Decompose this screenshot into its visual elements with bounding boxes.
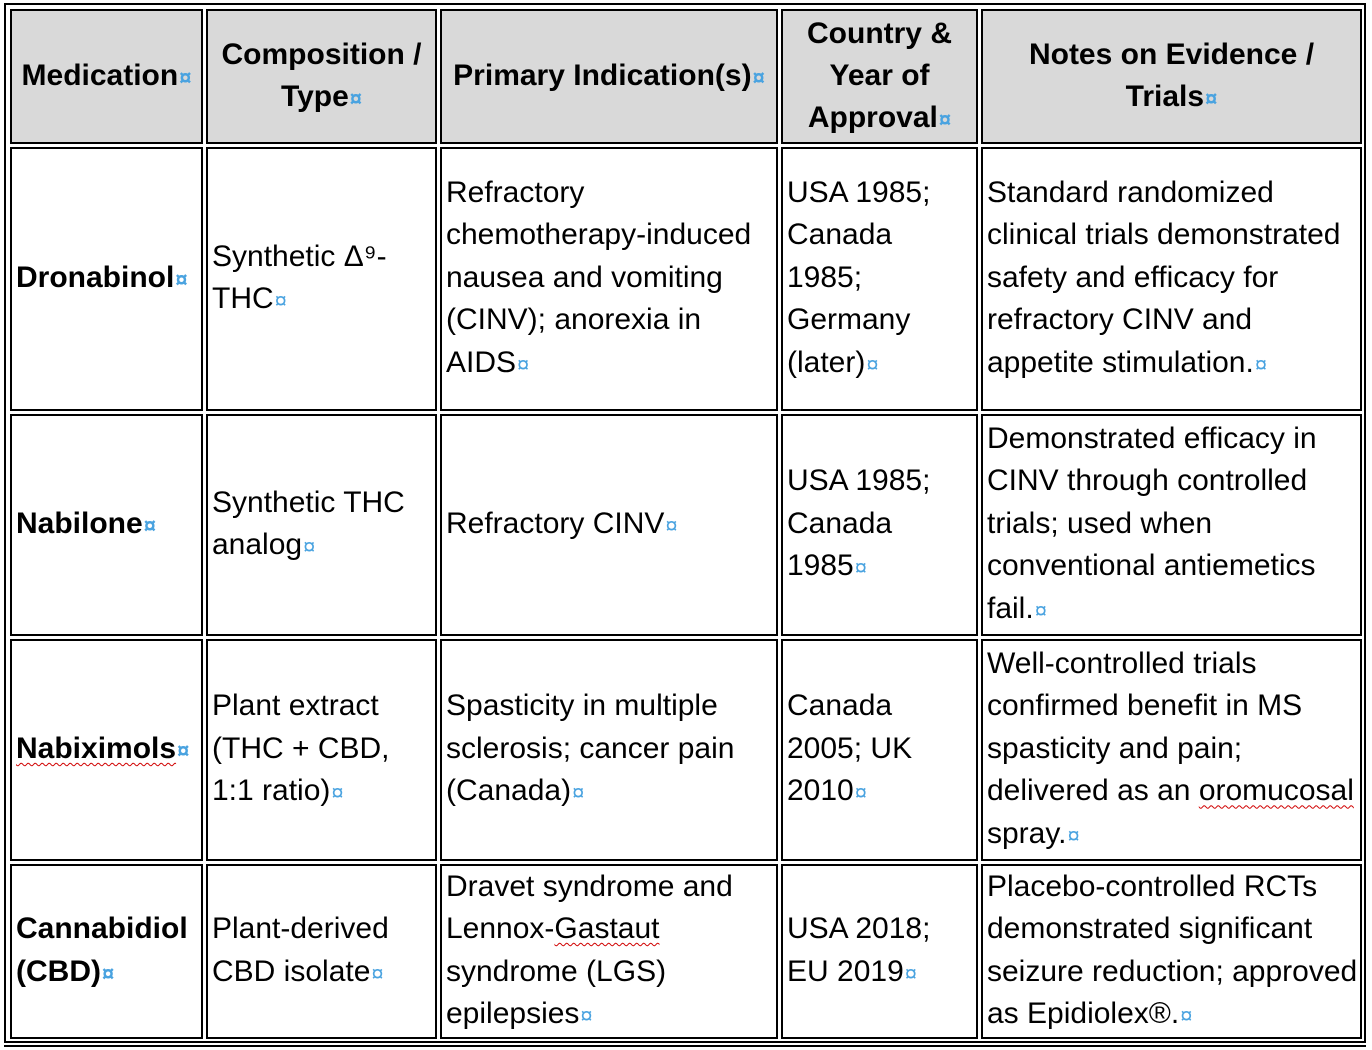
end-of-cell-mark: ¤ [572,780,585,806]
indication-text: Dravet syndrome and Lennox- [446,869,733,945]
table-row-cell-indication [440,639,778,861]
indication-text: Spasticity in multiple sclerosis; cancer pain (Canada) [446,689,735,808]
table-row-cell-country [781,864,978,1039]
end-of-cell-mark: ¤ [938,106,952,132]
table-row-cell-notes [981,864,1362,1039]
indication-text: Refractory chemotherapy-induced nausea and vomiting (CINV); anorexia in AIDS [446,175,752,379]
composition-text: Plant extract (THC + CBD, 1:1 ratio) [212,689,390,808]
end-of-cell-mark: ¤ [349,85,363,111]
country-year-text: USA 1985; Canada 1985 [787,464,931,583]
table-row-cell-medication [10,147,203,411]
notes-text: Well-controlled trials confirmed benefit in MS spasticity and pain; delivered as an [987,646,1303,808]
end-of-cell-mark: ¤ [854,780,867,806]
medication-name: Dronabinol [16,260,175,294]
table-row-cell-indication [440,147,778,411]
end-of-cell-mark: ¤ [303,534,316,559]
medication-name: Cannabidiol (CBD) [16,912,188,988]
notes-text: Placebo-controlled RCTs demonstrated significant seizure reduction; approved as Epidiolex®. [987,869,1358,1030]
composition-text: Synthetic THC analog [212,485,405,561]
end-of-cell-mark: ¤ [274,288,287,313]
country-year-text: Canada 2005; UK 2010 [787,689,913,808]
medication-name: Nabilone [16,506,143,540]
end-of-cell-mark: ¤ [854,555,867,581]
header-notes-text: Notes on Evidence / Trials [1028,37,1315,113]
indication-text-flagged-word: Gastaut [554,912,660,945]
end-of-cell-mark: ¤ [1067,822,1080,848]
header-medication [10,9,203,144]
country-year-text: USA 1985; Canada 1985; Germany (later) [787,175,931,379]
medication-name: Nabiximols [16,731,177,765]
header-indication-text: Primary Indication(s) [453,58,752,92]
end-of-cell-mark: ¤ [177,737,190,763]
composition-text: Plant-derived CBD isolate [212,912,389,988]
approved-cannabinoid-medications-table [4,3,1366,1043]
end-of-cell-mark: ¤ [101,960,115,986]
table-row-cell-notes [981,639,1362,861]
table-row-cell-composition [206,639,437,861]
table-row-cell-composition [206,147,437,411]
end-of-cell-mark: ¤ [580,1003,593,1028]
table-row-cell-medication [10,414,203,636]
header-notes [981,9,1362,144]
table-row-cell-notes [981,147,1362,411]
end-of-cell-mark: ¤ [1254,351,1268,377]
page-divider [4,1045,1366,1047]
end-of-cell-mark: ¤ [752,64,765,90]
indication-text: Refractory CINV [446,506,665,540]
notes-text-flagged-word: oromucosal [1198,774,1354,808]
end-of-cell-mark: ¤ [371,960,384,986]
table-row-cell-country [781,639,978,861]
end-of-cell-mark: ¤ [1034,597,1047,623]
country-year-text: USA 2018; EU 2019 [787,912,931,988]
end-of-cell-mark: ¤ [517,351,530,377]
end-of-cell-mark: ¤ [331,780,344,806]
table-row-cell-medication [10,864,203,1039]
table-row-cell-medication [10,639,203,861]
table-row-cell-country [781,414,978,636]
notes-text: Standard randomized clinical trials demonstrated safety and efficacy for refractory CINV and appetite stimulation. [987,175,1341,379]
header-composition [206,9,437,144]
header-medication-text: Medication [21,58,179,92]
notes-text: spray. [987,816,1067,850]
composition-text: Synthetic Δ⁹-THC [212,239,387,315]
header-country-text: Country & Year of Approval [807,16,952,134]
end-of-cell-mark: ¤ [866,351,879,377]
table-row-cell-composition [206,864,437,1039]
end-of-cell-mark: ¤ [1205,85,1218,111]
table-row-cell-country [781,147,978,411]
header-indication [440,9,778,144]
notes-text: Demonstrated efficacy in CINV through controlled trials; used when conventional antiemetics fail. [987,421,1317,625]
table-row-cell-indication [440,414,778,636]
end-of-cell-mark: ¤ [904,960,917,986]
indication-text: syndrome (LGS) epilepsies [446,954,667,1030]
end-of-cell-mark: ¤ [175,266,188,292]
end-of-cell-mark: ¤ [1180,1003,1193,1028]
header-country-year [781,9,978,144]
end-of-cell-mark: ¤ [179,64,192,90]
table-row-cell-notes [981,414,1362,636]
table-row-cell-indication [440,864,778,1039]
end-of-cell-mark: ¤ [143,512,156,538]
end-of-cell-mark: ¤ [665,512,678,538]
table-row-cell-composition [206,414,437,636]
header-composition-text: Composition / Type [221,37,422,113]
